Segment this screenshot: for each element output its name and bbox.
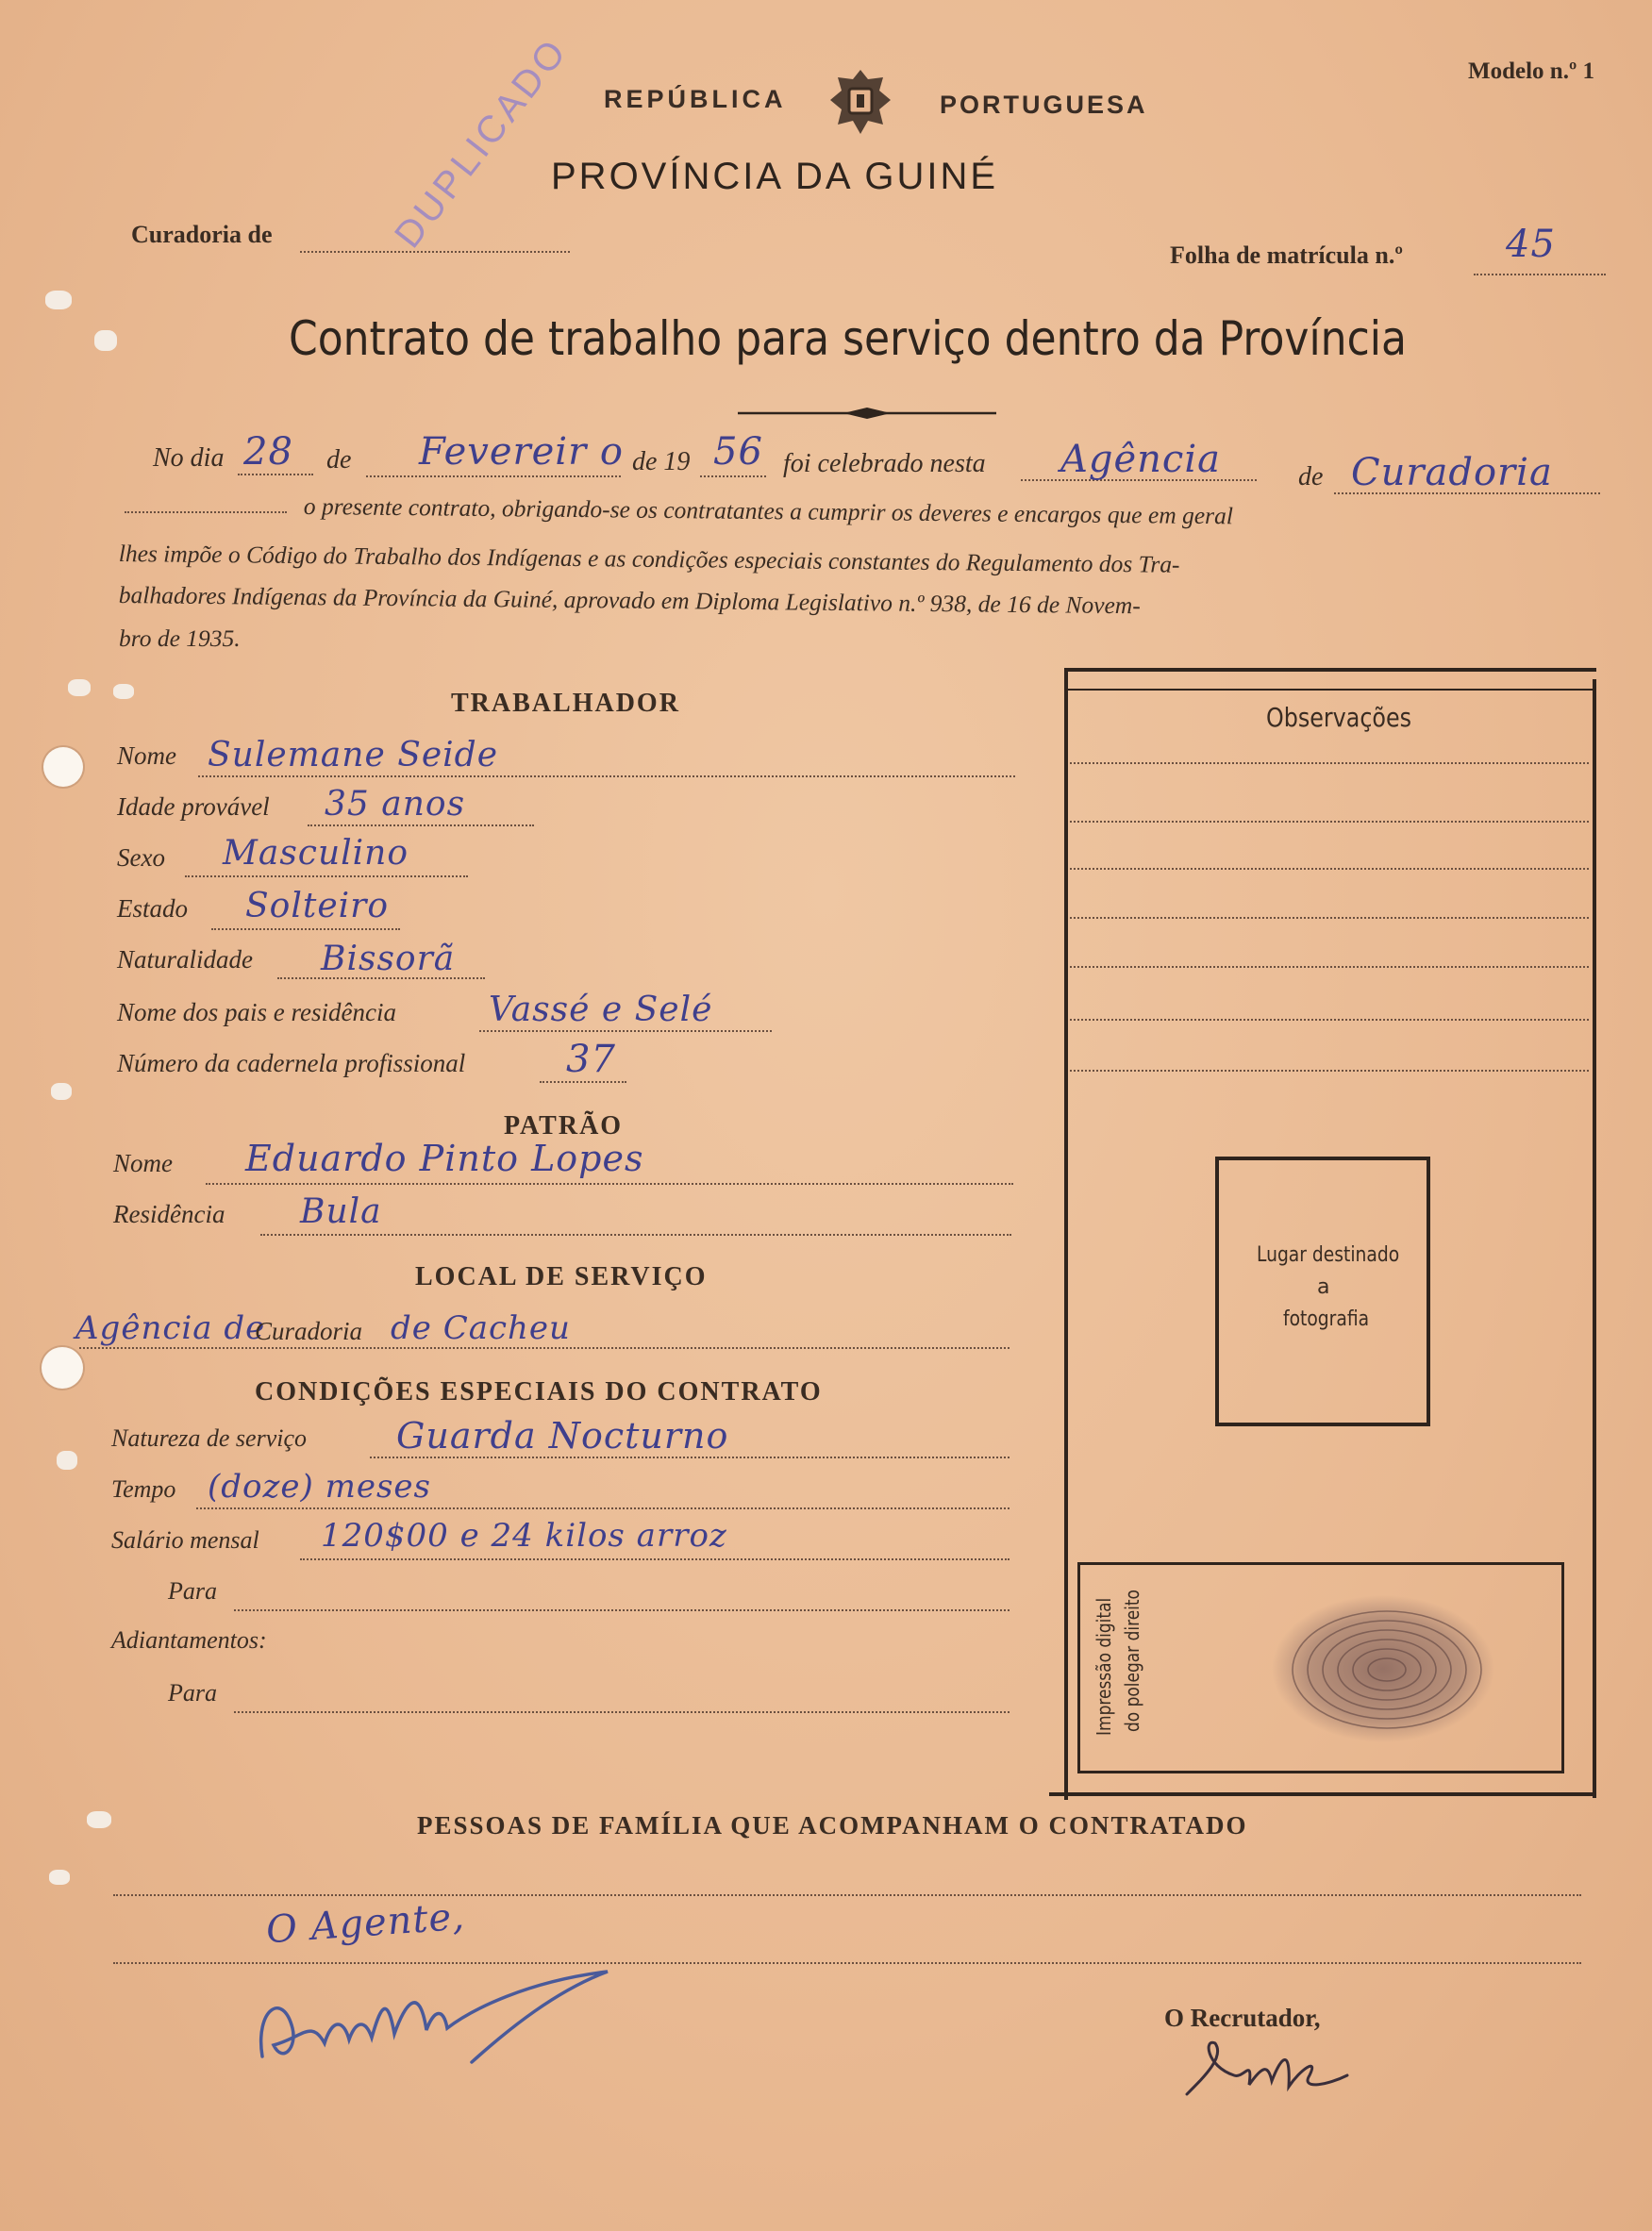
intro-line-3: lhes impõe o Código do Trabalho dos Indígenas e as condições especiais constantes do Regulamento dos Tra- — [118, 539, 1180, 578]
intro-line-2: o presente contrato, obrigando-se os contratantes a cumprir os deveres e encargos que em geral — [303, 491, 1234, 530]
republic-left: REPÚBLICA — [604, 85, 787, 113]
familia-heading: PESSOAS DE FAMÍLIA QUE ACOMPANHAM O CONTRATADO — [417, 1811, 1248, 1840]
punch-hole — [43, 747, 83, 787]
pais-label: Nome dos pais e residência — [117, 998, 396, 1026]
folha-label: Folha de matrícula n.º — [1170, 241, 1403, 269]
intro-place: Agência — [1060, 438, 1221, 481]
pais-value: Vassé e Selé — [489, 991, 713, 1029]
natureza-label: Natureza de serviço — [111, 1424, 307, 1452]
para2-field[interactable] — [234, 1711, 1010, 1713]
tempo-label: Tempo — [111, 1475, 176, 1503]
photo-line-3: fotografia — [1283, 1307, 1370, 1331]
trabalhador-heading: TRABALHADOR — [451, 689, 680, 718]
thumbprint-label-1: Impressão digital — [1093, 1597, 1115, 1736]
residencia-value: Bula — [300, 1192, 382, 1231]
thumbprint-icon — [1260, 1589, 1506, 1749]
idade-value: 35 anos — [325, 785, 466, 824]
sexo-label: Sexo — [117, 843, 165, 872]
sidebox-inner-top — [1068, 689, 1593, 691]
photo-line-1: Lugar destinado — [1257, 1243, 1400, 1267]
tempo-value: (doze) meses — [208, 1468, 431, 1506]
sexo-value: Masculino — [223, 834, 409, 873]
tear-mark — [113, 684, 134, 699]
tempo-field[interactable] — [196, 1507, 1010, 1509]
duplicado-stamp: DUPLICADO — [387, 29, 576, 257]
sidebox-bottom-border — [1049, 1792, 1596, 1796]
patrao-heading: PATRÃO — [504, 1111, 624, 1140]
natureza-value: Guarda Nocturno — [396, 1415, 729, 1457]
tear-mark — [68, 679, 91, 696]
local-value-post: de Cacheu — [391, 1309, 571, 1347]
obs-line[interactable] — [1070, 821, 1589, 823]
intro-foi: foi celebrado nesta — [783, 449, 986, 478]
patrao-nome-field[interactable] — [206, 1183, 1013, 1185]
agent-signature — [245, 1953, 623, 2075]
residencia-field[interactable] — [260, 1234, 1011, 1236]
title-ornament — [738, 404, 996, 423]
punch-hole — [42, 1347, 83, 1389]
caderneta-label: Número da cadernela profissional — [117, 1049, 466, 1077]
local-heading: LOCAL DE SERVIÇO — [415, 1262, 708, 1291]
sidebox-left-border — [1064, 668, 1068, 1800]
idade-label: Idade provável — [117, 792, 270, 821]
idade-field[interactable] — [308, 824, 534, 826]
folha-field[interactable] — [1474, 274, 1606, 275]
naturalidade-label: Naturalidade — [117, 945, 254, 974]
nome-field[interactable] — [198, 775, 1015, 777]
tear-mark — [87, 1811, 111, 1828]
curadoria-label: Curadoria de — [131, 221, 273, 248]
local-value-pre: Agência de — [75, 1309, 266, 1347]
salario-value: 120$00 e 24 kilos arroz — [321, 1517, 727, 1555]
tear-mark — [94, 330, 117, 351]
estado-value: Solteiro — [245, 887, 390, 925]
thumbprint-label-2: do polegar direito — [1121, 1590, 1143, 1732]
natureza-field[interactable] — [370, 1457, 1010, 1458]
intro-day: 28 — [243, 430, 293, 474]
intro-de-1: de — [326, 445, 352, 475]
intro-place-2: Curadoria — [1351, 451, 1553, 494]
model-number: Modelo n.º 1 — [1468, 58, 1594, 84]
province-title: PROVÍNCIA DA GUINÉ — [551, 156, 999, 197]
condicoes-heading: CONDIÇÕES ESPECIAIS DO CONTRATO — [255, 1377, 823, 1407]
local-printed: Curadoria — [255, 1317, 363, 1345]
obs-line[interactable] — [1070, 868, 1589, 870]
patrao-nome-label: Nome — [113, 1149, 173, 1177]
obs-line[interactable] — [1070, 917, 1589, 919]
coat-of-arms-icon — [826, 66, 894, 138]
republic-right: PORTUGUESA — [940, 91, 1148, 119]
folha-value: 45 — [1506, 223, 1556, 266]
local-field[interactable] — [79, 1347, 1010, 1349]
contract-title: Contrato de trabalho para serviço dentro da Província — [289, 311, 1407, 366]
intro-de-19: de 19 — [632, 447, 691, 476]
recruiter-signature — [1177, 2038, 1357, 2104]
agent-label: O Agente, — [264, 1894, 467, 1953]
intro-line-4: balhadores Indígenas da Província da Guiné, aprovado em Diploma Legislativo n.º 938, de 16 de Novem- — [118, 580, 1141, 620]
patrao-nome-value: Eduardo Pinto Lopes — [245, 1138, 644, 1179]
pais-field[interactable] — [479, 1030, 772, 1032]
tear-mark — [45, 291, 72, 309]
intro-no-dia: No dia — [153, 443, 225, 473]
sidebox-top-border — [1068, 668, 1596, 672]
para-label: Para — [168, 1577, 217, 1605]
observacoes-label: Observações — [1266, 702, 1412, 733]
intro-year: 56 — [713, 430, 763, 474]
obs-line[interactable] — [1070, 762, 1589, 764]
obs-line[interactable] — [1070, 1070, 1589, 1072]
intro-line-5: bro de 1935. — [119, 624, 241, 652]
caderneta-field[interactable] — [540, 1081, 626, 1083]
salario-field[interactable] — [300, 1558, 1010, 1560]
familia-line[interactable] — [113, 1894, 1581, 1896]
adiantamentos-label: Adiantamentos: — [111, 1626, 267, 1654]
photo-line-2: a — [1317, 1275, 1330, 1299]
nome-value: Sulemane Seide — [208, 736, 499, 774]
recruiter-label: O Recrutador, — [1164, 2004, 1321, 2032]
salario-label: Salário mensal — [111, 1526, 259, 1554]
intro-de-2: de — [1298, 462, 1324, 491]
naturalidade-value: Bissorã — [321, 940, 456, 978]
tear-mark — [49, 1870, 70, 1885]
caderneta-value: 37 — [566, 1038, 616, 1081]
obs-line[interactable] — [1070, 966, 1589, 968]
estado-field[interactable] — [211, 928, 400, 930]
sexo-field[interactable] — [185, 875, 468, 877]
tear-mark — [57, 1451, 77, 1470]
sidebox-right-border — [1593, 679, 1596, 1798]
curadoria-field[interactable] — [300, 251, 570, 253]
obs-line[interactable] — [1070, 1019, 1589, 1021]
para-field[interactable] — [234, 1609, 1010, 1611]
intro-month: Fevereir o — [419, 430, 625, 474]
tear-mark — [51, 1083, 72, 1100]
nome-label: Nome — [117, 741, 176, 770]
para2-label: Para — [168, 1679, 217, 1707]
estado-label: Estado — [117, 894, 189, 923]
residencia-label: Residência — [113, 1200, 225, 1228]
